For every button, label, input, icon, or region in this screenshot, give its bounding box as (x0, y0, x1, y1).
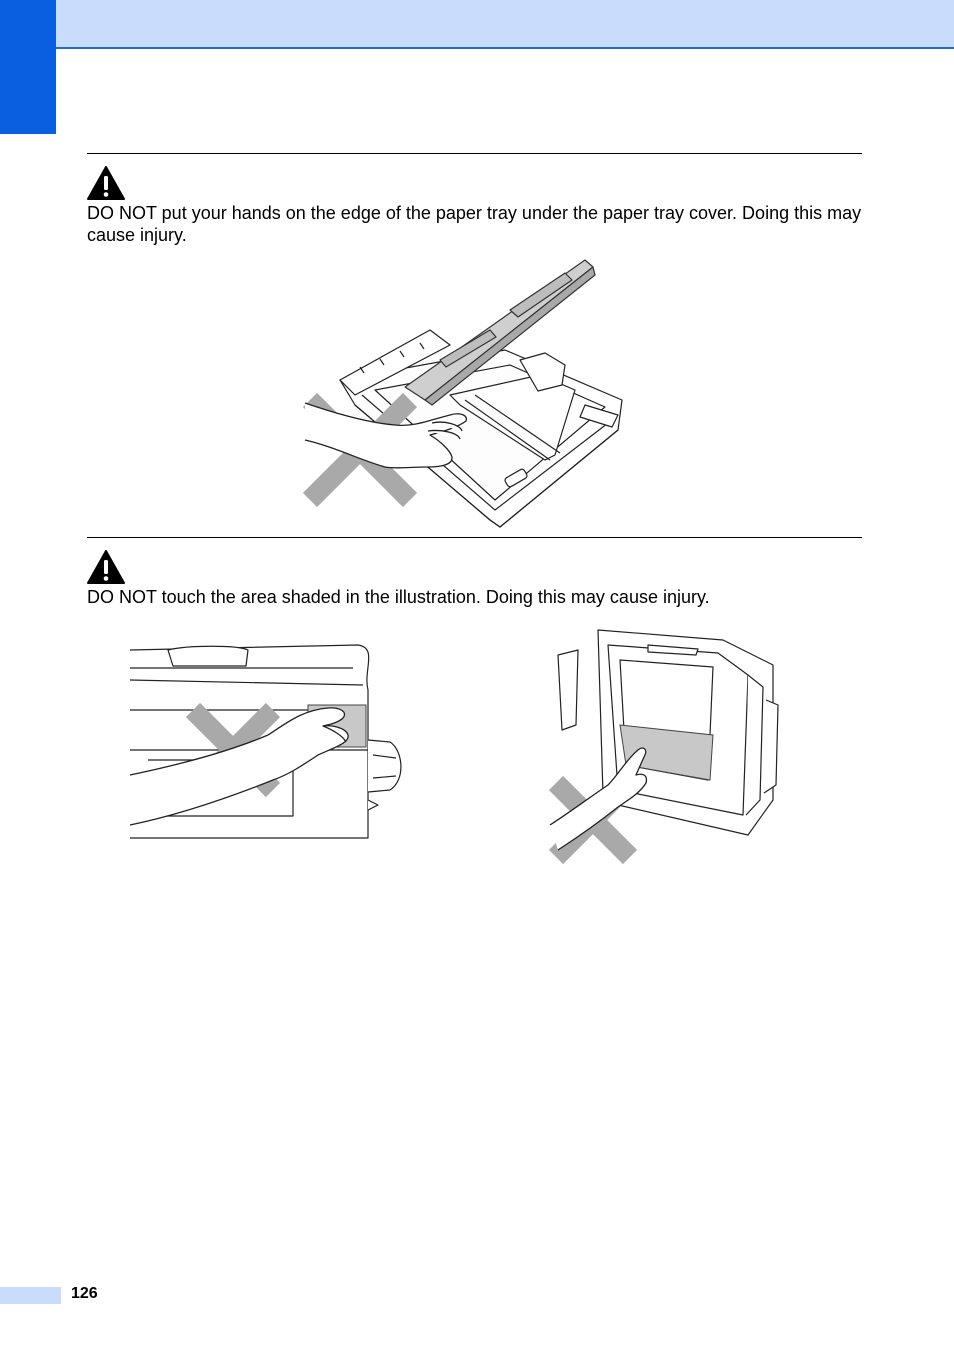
chapter-tab (0, 0, 56, 134)
section-divider (87, 153, 862, 154)
warning-triangle-icon (86, 549, 126, 585)
header-band (0, 0, 954, 49)
warning-text: DO NOT put your hands on the edge of the paper tray under the paper tray cover. Doing this may cause injury. (87, 203, 862, 245)
section-divider (87, 537, 862, 538)
machine-interior-illustration (548, 625, 780, 865)
machine-side-illustration (128, 640, 408, 845)
warning-triangle-icon (86, 165, 126, 201)
footer-tab (0, 1287, 61, 1304)
page-number: 126 (71, 1285, 98, 1302)
warning-text: DO NOT touch the area shaded in the illustration. Doing this may cause injury. (87, 587, 710, 607)
paper-tray-illustration (300, 255, 630, 533)
